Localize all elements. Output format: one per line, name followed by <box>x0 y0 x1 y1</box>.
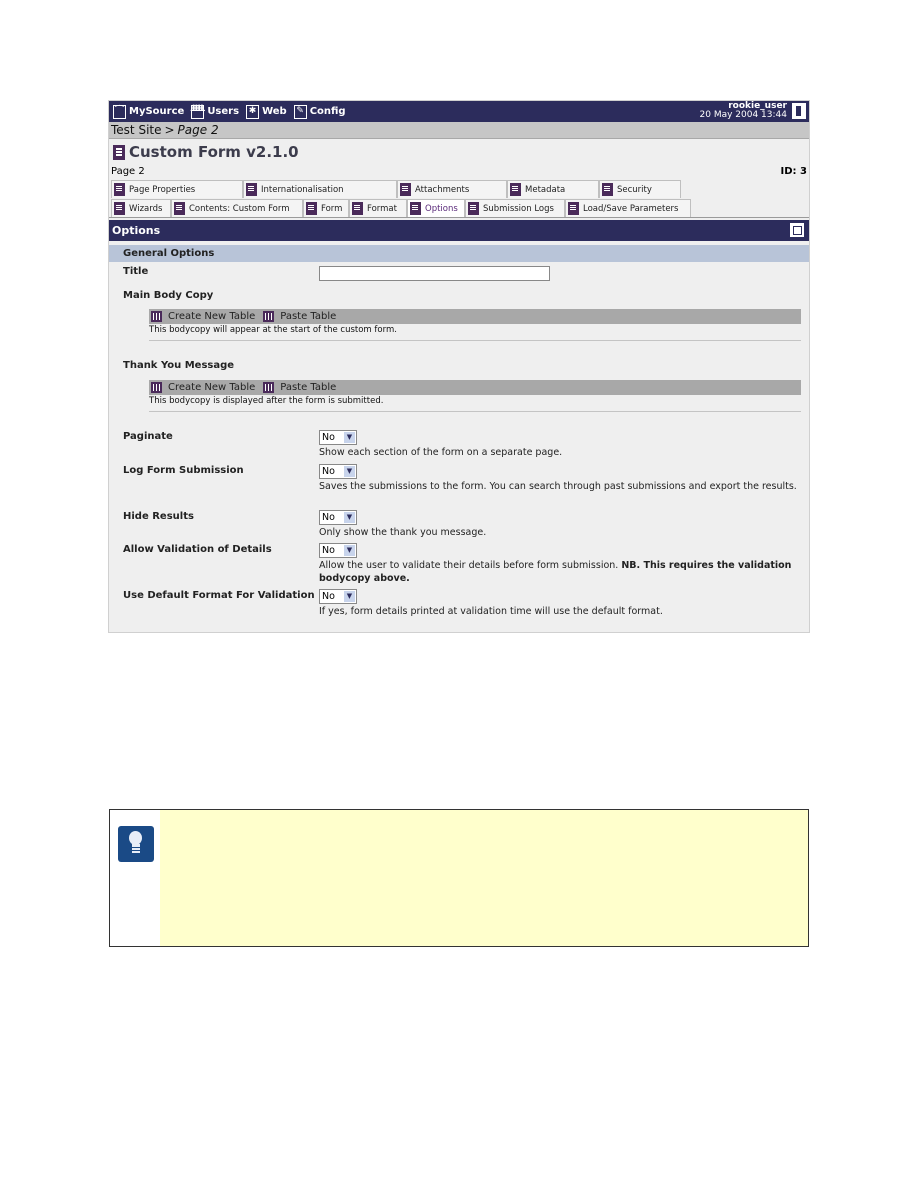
breadcrumb-separator: > <box>164 123 175 137</box>
tab-label: Form <box>321 203 343 214</box>
logout-icon[interactable] <box>792 103 806 119</box>
select-value: No <box>322 466 335 477</box>
breadcrumb-current: Page 2 <box>177 123 219 137</box>
select-value: No <box>322 432 335 443</box>
option-label-hide-results: Hide Results <box>123 511 194 522</box>
page-icon <box>510 183 521 196</box>
option-desc: Only show the thank you message. <box>319 527 487 538</box>
select-value: No <box>322 545 335 556</box>
top-nav-bar <box>109 101 809 122</box>
section-title: Options <box>112 224 161 237</box>
asset-id: ID: 3 <box>780 166 807 177</box>
option-desc: Show each section of the form on a separate page. <box>319 447 563 458</box>
page-icon <box>352 202 363 215</box>
nav-label: Users <box>207 106 240 117</box>
option-desc-text: Allow the user to validate their details before form submission. <box>319 560 619 571</box>
page-icon <box>114 183 125 196</box>
page-icon <box>306 202 317 215</box>
main-body-toolbar <box>149 309 801 324</box>
tab-label: Security <box>617 184 652 195</box>
chevron-down-icon: ▼ <box>344 466 355 477</box>
attachment-icon <box>400 183 411 196</box>
tip-box <box>109 809 809 947</box>
title-label: Title <box>123 266 149 277</box>
thank-you-label: Thank You Message <box>123 360 235 371</box>
divider <box>149 411 801 412</box>
web-icon: ✱ <box>246 105 259 119</box>
subsection-header: General Options <box>109 245 809 262</box>
chart-icon <box>114 202 125 215</box>
nav-users[interactable] <box>191 105 239 119</box>
chevron-down-icon: ▼ <box>344 432 355 443</box>
tab-label: Options <box>425 203 458 214</box>
tab-form[interactable] <box>303 199 349 217</box>
main-body-note: This bodycopy will appear at the start of the custom form. <box>149 325 397 335</box>
users-icon: ᚙ <box>191 105 204 119</box>
tab-row-2 <box>111 199 691 217</box>
button-label: Paste Table <box>280 382 337 393</box>
page-icon <box>468 202 479 215</box>
tab-submission-logs[interactable] <box>465 199 565 217</box>
section-header <box>109 220 809 241</box>
divider <box>149 340 801 341</box>
breadcrumb-root[interactable]: Test Site <box>111 123 162 137</box>
tab-format[interactable] <box>349 199 407 217</box>
bulb-glass <box>129 831 142 845</box>
page-icon <box>568 202 579 215</box>
chevron-down-icon: ▼ <box>344 591 355 602</box>
paste-table-button[interactable] <box>263 382 336 393</box>
button-label: Paste Table <box>280 311 337 322</box>
option-label-paginate: Paginate <box>123 431 173 442</box>
screenshot-frame <box>108 100 810 633</box>
option-label-use-default-format: Use Default Format For Validation <box>123 590 315 601</box>
tab-contents[interactable] <box>171 199 303 217</box>
nav-label: Web <box>262 106 287 117</box>
user-info <box>700 102 787 120</box>
option-label-log-form-submission: Log Form Submission <box>123 465 244 476</box>
config-icon: ✎ <box>294 105 307 119</box>
tab-label: Page Properties <box>129 184 196 195</box>
tab-page-properties[interactable] <box>111 180 243 198</box>
paste-icon <box>263 311 274 322</box>
option-label-allow-validation: Allow Validation of Details <box>123 544 272 555</box>
page-icon <box>246 183 257 196</box>
hide-results-select[interactable] <box>319 510 357 525</box>
lock-icon <box>602 183 613 196</box>
create-table-button[interactable] <box>151 382 255 393</box>
screen-icon[interactable] <box>790 223 804 237</box>
asset-title <box>113 143 299 161</box>
tab-divider <box>109 217 809 218</box>
chevron-down-icon: ▼ <box>344 545 355 556</box>
option-desc <box>319 559 803 585</box>
button-label: Create New Table <box>168 382 256 393</box>
thank-you-note: This bodycopy is displayed after the form is submitted. <box>149 396 384 406</box>
option-desc-bold: NB. This requires the validation bodycopy above. <box>319 560 792 584</box>
tab-label: Contents: Custom Form <box>189 203 290 214</box>
nav-web[interactable] <box>246 105 287 119</box>
tab-label: Format <box>367 203 397 214</box>
create-table-button[interactable] <box>151 311 255 322</box>
tab-attachments[interactable] <box>397 180 507 198</box>
mysource-icon: ⌒ <box>113 105 126 119</box>
use-default-format-select[interactable] <box>319 589 357 604</box>
option-desc: Saves the submissions to the form. You can search through past submissions and export the results. <box>319 481 797 492</box>
chevron-down-icon: ▼ <box>344 512 355 523</box>
tab-label: Wizards <box>129 203 163 214</box>
datetime: 20 May 2004 13:44 <box>699 110 787 120</box>
username: rookie_user <box>728 101 787 111</box>
asset-name: Custom Form v2.1.0 <box>129 143 299 161</box>
tab-load-save-parameters[interactable] <box>565 199 691 217</box>
select-value: No <box>322 512 335 523</box>
tab-internationalisation[interactable] <box>243 180 397 198</box>
table-icon <box>151 382 162 393</box>
allow-validation-select[interactable] <box>319 543 357 558</box>
option-desc: If yes, form details printed at validation time will use the default format. <box>319 606 663 617</box>
breadcrumb <box>109 122 809 139</box>
title-input[interactable] <box>319 266 550 281</box>
nav-label: MySource <box>129 106 185 117</box>
paste-table-button[interactable] <box>263 311 336 322</box>
tab-options[interactable] <box>407 199 465 217</box>
tab-row-1 <box>111 180 681 198</box>
tab-label: Submission Logs <box>483 203 554 214</box>
tab-label: Load/Save Parameters <box>583 203 679 214</box>
tab-security[interactable] <box>599 180 681 198</box>
log-form-submission-select[interactable] <box>319 464 357 479</box>
paste-icon <box>263 382 274 393</box>
page-icon <box>410 202 421 215</box>
thank-you-toolbar <box>149 380 801 395</box>
bulb-base <box>132 844 140 853</box>
tab-label: Attachments <box>415 184 470 195</box>
page-icon <box>113 145 125 160</box>
tab-metadata[interactable] <box>507 180 599 198</box>
tab-label: Internationalisation <box>261 184 344 195</box>
button-label: Create New Table <box>168 311 256 322</box>
page-name: Page 2 <box>111 166 145 177</box>
nav-config[interactable] <box>294 105 346 119</box>
tip-sidebar <box>110 810 160 946</box>
nav-mysource[interactable] <box>113 105 184 119</box>
page-icon <box>174 202 185 215</box>
nav-label: Config <box>309 106 346 117</box>
main-body-label: Main Body Copy <box>123 290 214 301</box>
select-value: No <box>322 591 335 602</box>
tab-wizards[interactable] <box>111 199 171 217</box>
lightbulb-icon <box>118 826 154 862</box>
table-icon <box>151 311 162 322</box>
tab-label: Metadata <box>525 184 566 195</box>
paginate-select[interactable] <box>319 430 357 445</box>
